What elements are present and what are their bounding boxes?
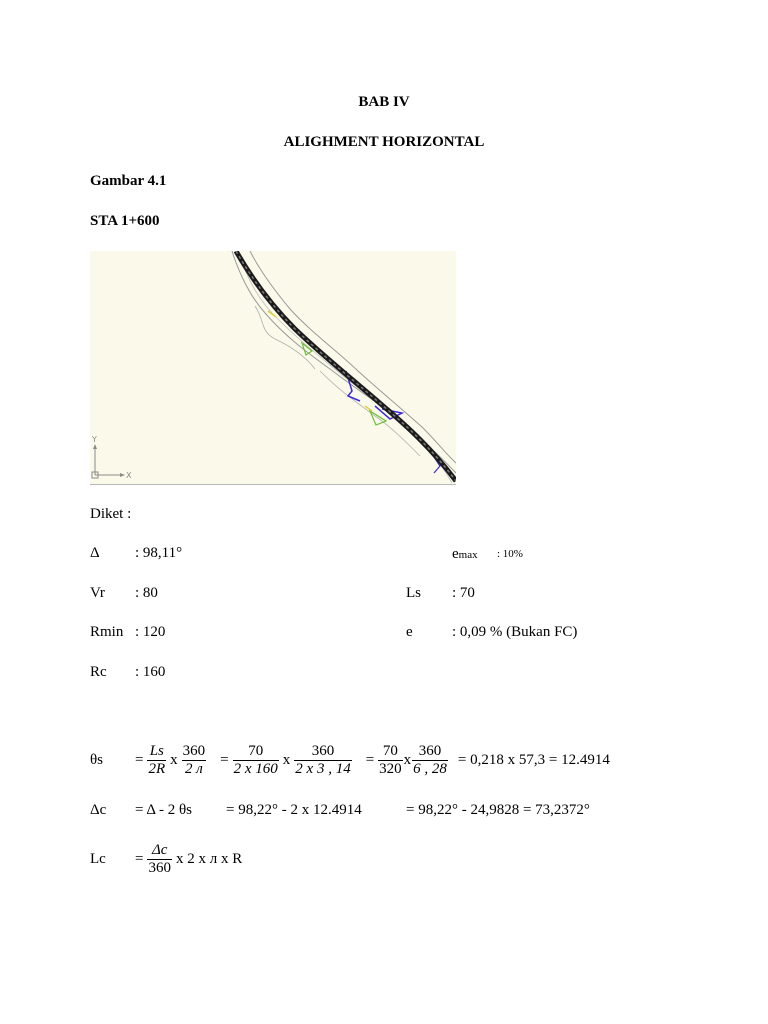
- lc-eq: =: [135, 850, 144, 867]
- delta-c-part3: = 98,22° - 24,9828 = 73,2372°: [406, 802, 590, 818]
- terrain-outline-patch-2: [320, 371, 420, 456]
- rmin-label: Rmin: [90, 624, 124, 640]
- vr-value: : 80: [135, 585, 158, 601]
- station-label: STA 1+600: [90, 213, 160, 229]
- fraction-360-2pi: [182, 743, 207, 778]
- ls-label: Ls: [406, 585, 421, 601]
- lc-formula: [135, 841, 242, 877]
- road-centerline: [236, 251, 456, 481]
- times-sign: x: [170, 751, 178, 768]
- fraction-denominator: 6 , 28: [413, 760, 447, 777]
- fraction-numerator: 70: [378, 743, 403, 761]
- times-sign: x: [403, 751, 412, 768]
- e-value: : 0,09 % (Bukan FC): [452, 624, 578, 640]
- emax-label-sub: max: [458, 549, 478, 561]
- delta-c-part1: = Δ - 2 θs: [135, 802, 192, 818]
- theta-s-result: = 0,218 x 57,3 = 12.4914: [457, 751, 610, 768]
- fraction-numerator: Δc: [147, 842, 172, 860]
- theta-s-label: θs: [90, 752, 104, 768]
- fraction-denominator: 360: [148, 859, 171, 876]
- fraction-ls-2r: [147, 743, 166, 778]
- fraction-360-628: [412, 743, 448, 778]
- fraction-denominator: 2 л: [184, 760, 203, 777]
- fraction-70-320: [378, 743, 403, 778]
- lc-label: Lc: [90, 851, 106, 867]
- emax-label-main: e: [452, 546, 459, 562]
- ucs-x-arrow: [120, 473, 125, 477]
- e-label: e: [406, 624, 413, 640]
- alignment-figure: [90, 251, 456, 485]
- fraction-360-2x314: [294, 743, 351, 778]
- ucs-y-arrow: [93, 444, 97, 449]
- rc-label: Rc: [90, 664, 107, 680]
- rc-value: : 160: [135, 664, 166, 680]
- terrain-outline-inner: [240, 256, 452, 483]
- fraction-denominator: 2 x 3 , 14: [295, 760, 351, 777]
- delta-label: Δ: [90, 545, 100, 561]
- fraction-numerator: 360: [182, 742, 206, 759]
- fraction-denominator: 320: [379, 760, 402, 777]
- times-sign: x: [282, 751, 291, 768]
- ucs-y-label: Y: [92, 435, 97, 444]
- chapter-heading: BAB IV: [358, 94, 410, 110]
- equals-sign: =: [365, 751, 375, 768]
- fraction-deltac-360: [147, 842, 172, 877]
- alignment-drawing: [90, 251, 456, 484]
- fraction-numerator: 70: [233, 743, 279, 761]
- delta-c-part2: = 98,22° - 2 x 12.4914: [226, 802, 362, 818]
- road-centerline-dashes: [236, 251, 456, 481]
- ucs-x-label: X: [126, 471, 132, 480]
- yellow-mark: [268, 311, 276, 317]
- fraction-numerator: 360: [412, 743, 448, 761]
- terrain-outline-right: [250, 251, 456, 463]
- lc-rest: x 2 x л x R: [175, 850, 243, 867]
- theta-s-formula: [135, 742, 610, 778]
- yellow-mark-2: [365, 406, 372, 411]
- theta-s-eq: =: [135, 751, 144, 768]
- delta-c-label: Δc: [90, 802, 107, 818]
- ls-value: : 70: [452, 585, 475, 601]
- rmin-value: : 120: [135, 624, 166, 640]
- page-title: ALIGHMENT HORIZONTAL: [283, 134, 485, 150]
- vr-label: Vr: [90, 585, 105, 601]
- fraction-denominator: 2R: [148, 760, 166, 777]
- emax-value: : 10%: [497, 548, 523, 560]
- fraction-numerator: 360: [294, 743, 351, 761]
- fraction-numerator: Ls: [147, 743, 166, 761]
- equals-sign: =: [220, 751, 229, 768]
- delta-value: : 98,11°: [135, 545, 183, 561]
- fraction-70-2x160: [233, 743, 279, 778]
- fraction-denominator: 2 x 160: [233, 760, 278, 777]
- emax-label: [452, 546, 478, 563]
- figure-label: Gambar 4.1: [90, 173, 167, 189]
- diket-label: Diket :: [90, 506, 132, 522]
